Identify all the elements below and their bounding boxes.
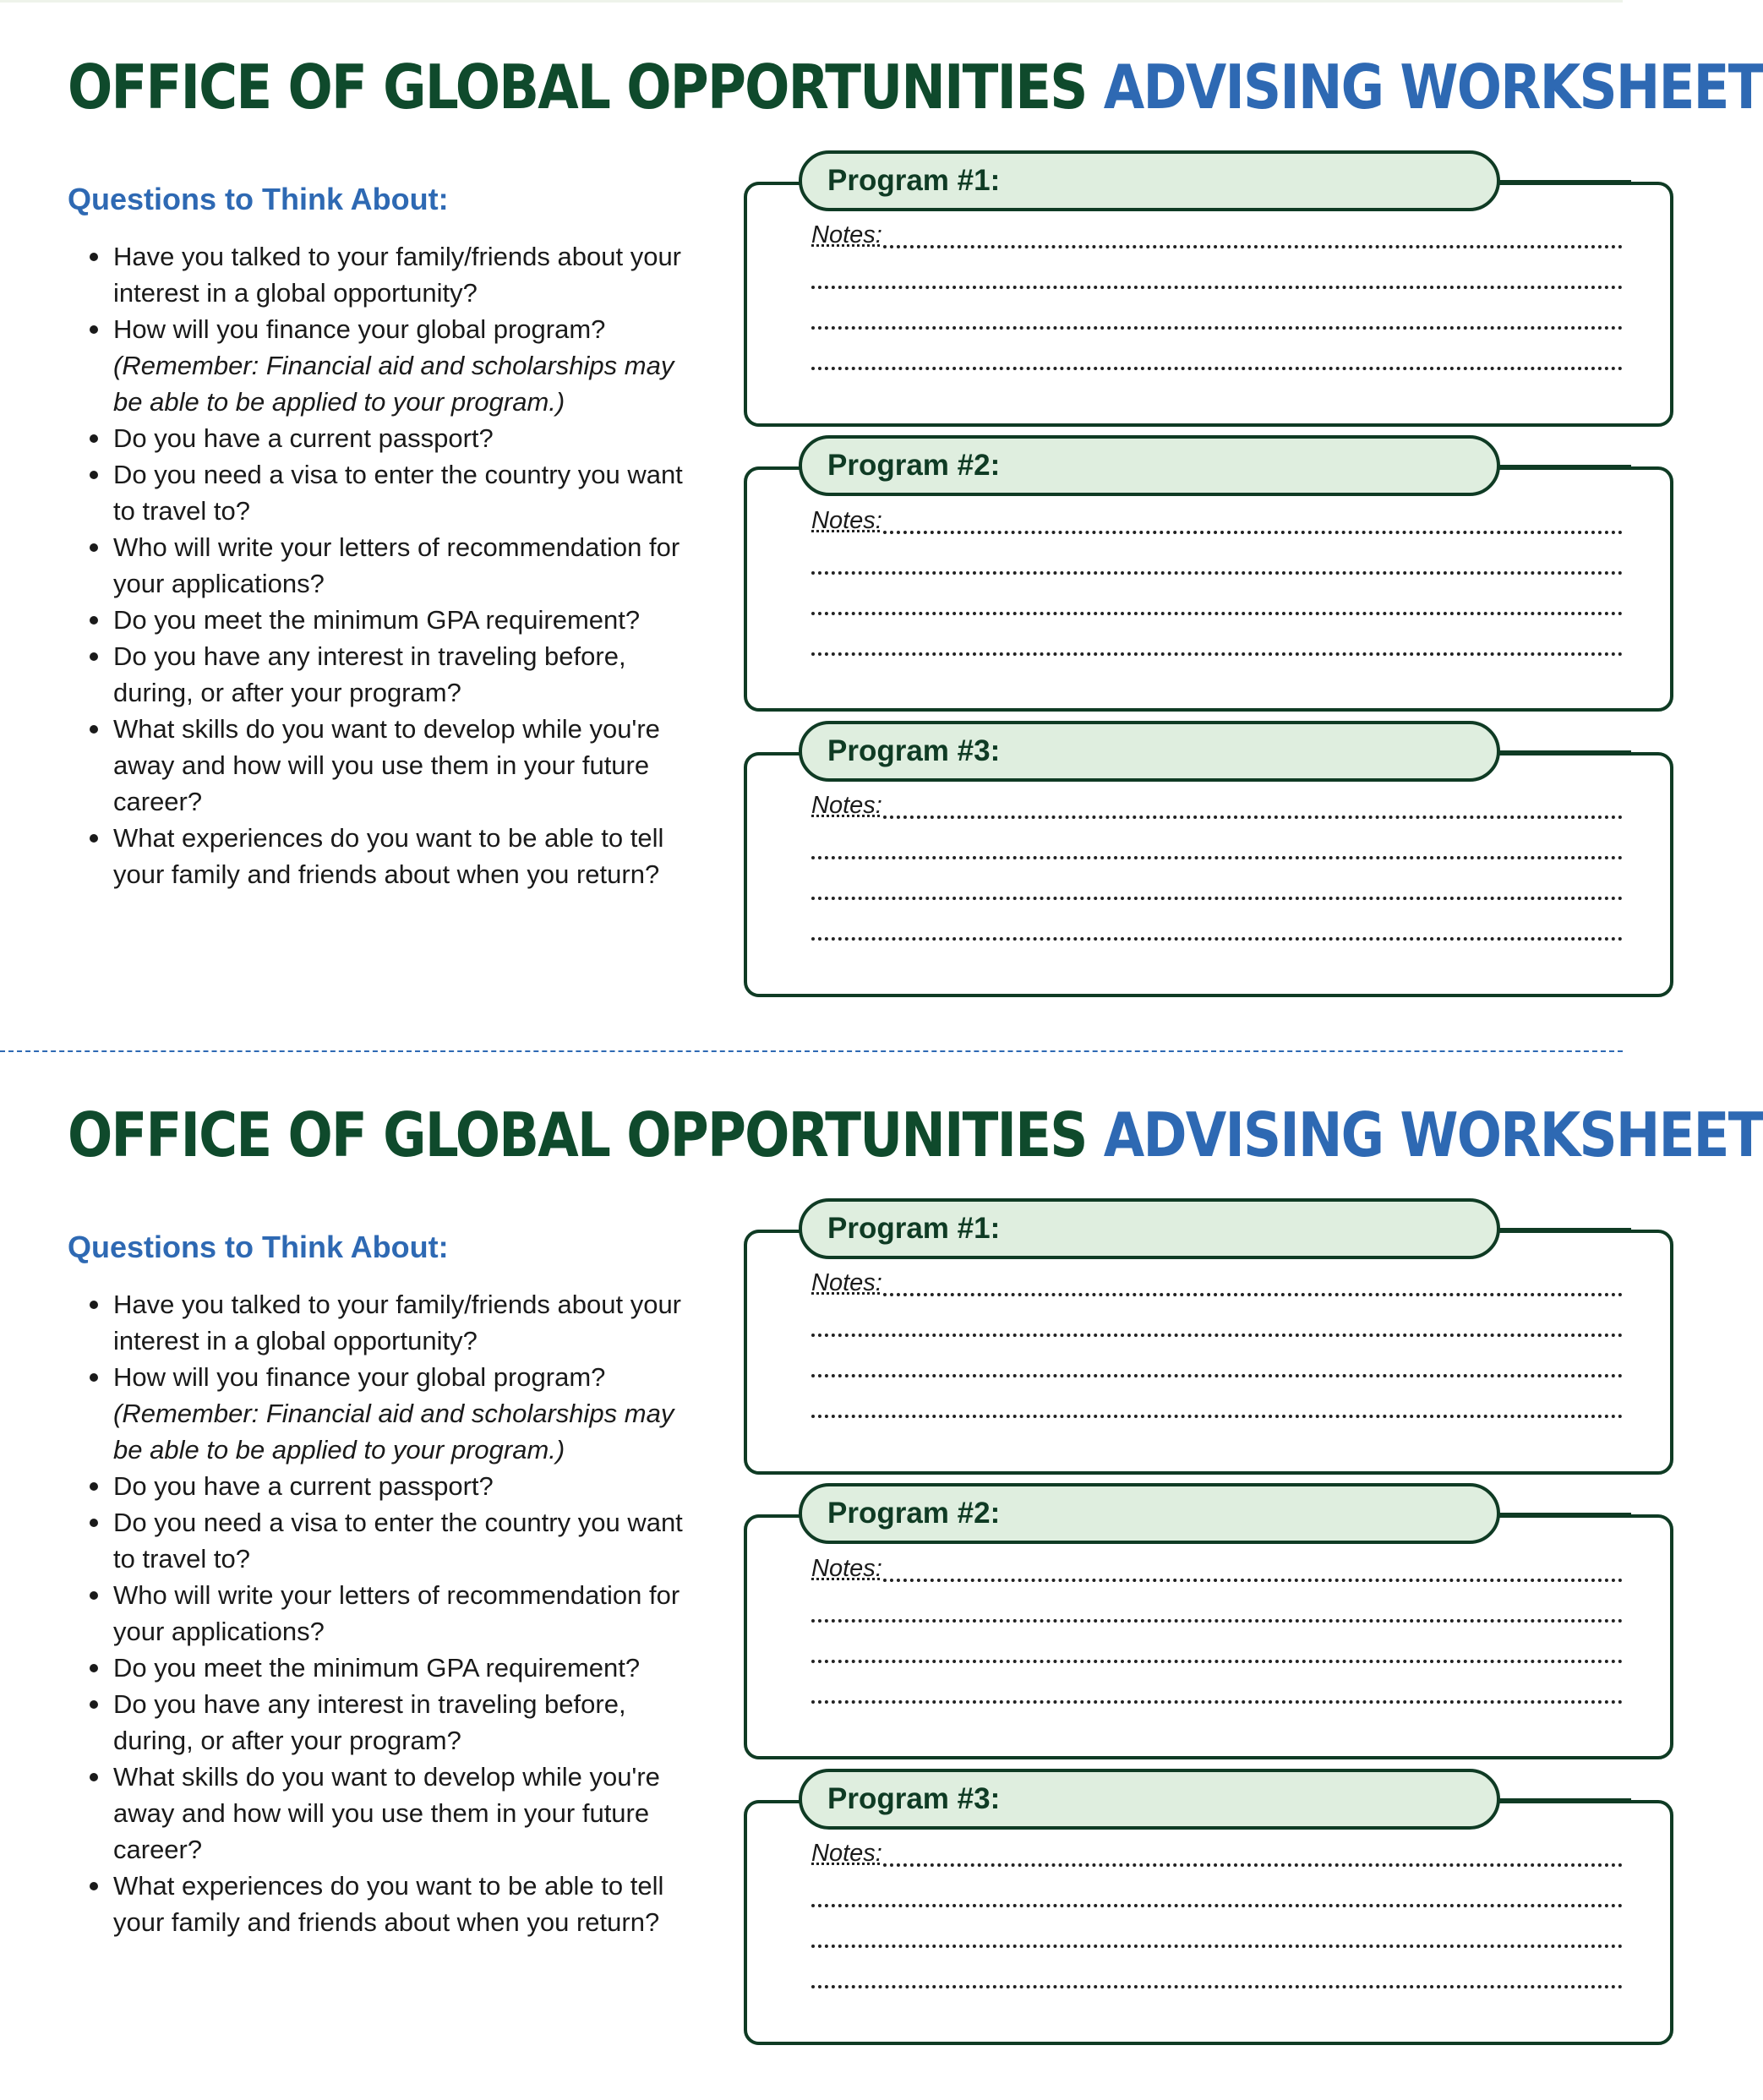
question-item: [68, 820, 693, 892]
program-3-notes-line[interactable]: [883, 815, 1623, 819]
question-text: What skills do you want to develop while you're away and how will you use them in your future career?: [113, 1762, 660, 1864]
question-item: [68, 602, 693, 638]
program-3-connector: [1496, 1798, 1631, 1802]
program-1-notes-line[interactable]: [811, 1374, 1623, 1377]
question-item: [68, 420, 693, 456]
question-note: (Remember: Financial aid and scholarships may be able to be applied to your program.): [113, 1399, 674, 1465]
question-note: (Remember: Financial aid and scholarships may be able to be applied to your program.): [113, 351, 674, 417]
program-2-notes-line[interactable]: [811, 1700, 1623, 1704]
program-3-notes-line[interactable]: [811, 1945, 1623, 1948]
program-2-notes-label: Notes:: [811, 507, 882, 534]
program-1-notes-line[interactable]: [883, 245, 1623, 248]
question-item: [68, 311, 693, 420]
question-item: [68, 1686, 693, 1759]
question-text: Have you talked to your family/friends about your interest in a global opportunity?: [113, 1290, 682, 1355]
question-text: How will you finance your global program?: [113, 314, 606, 344]
program-2-notes-line[interactable]: [883, 1579, 1623, 1582]
program-2-box: [744, 1514, 1673, 1759]
worksheet-title: [68, 1097, 1763, 1173]
program-3-notes-line[interactable]: [811, 937, 1623, 941]
program-2-label: Program #2:: [799, 435, 1500, 496]
program-1-notes-line[interactable]: [811, 1415, 1623, 1418]
question-text: Do you have any interest in traveling before, during, or after your program?: [113, 1689, 626, 1755]
program-1-label: Program #1:: [799, 1198, 1500, 1259]
program-2-notes-line[interactable]: [811, 1660, 1623, 1663]
program-2-connector: [1496, 465, 1631, 468]
worksheet-copy-1: [0, 0, 1763, 997]
title-main: OFFICE OF GLOBAL OPPORTUNITIES: [68, 1099, 1087, 1170]
question-item: [68, 1759, 693, 1868]
question-text: What skills do you want to develop while you're away and how will you use them in your future career?: [113, 714, 660, 816]
program-3-label: Program #3:: [799, 721, 1500, 782]
question-text: Do you meet the minimum GPA requirement?: [113, 1653, 641, 1683]
question-text: Who will write your letters of recommendation for your applications?: [113, 1580, 680, 1646]
title-accent: ADVISING WORKSHEET: [1103, 1099, 1763, 1170]
program-3-notes-line[interactable]: [811, 897, 1623, 900]
worksheet-title: [68, 49, 1763, 125]
program-1-box: [744, 182, 1673, 427]
question-item: [68, 238, 693, 311]
program-1-notes-label: Notes:: [811, 1269, 882, 1296]
question-item: [68, 456, 693, 529]
question-item: [68, 1504, 693, 1577]
program-3-notes-line[interactable]: [883, 1863, 1623, 1867]
title-main: OFFICE OF GLOBAL OPPORTUNITIES: [68, 52, 1087, 123]
program-1-notes-label: Notes:: [811, 221, 882, 248]
question-item: [68, 529, 693, 602]
question-text: Have you talked to your family/friends about your interest in a global opportunity?: [113, 242, 682, 308]
question-item: [68, 1650, 693, 1686]
question-text: Do you need a visa to enter the country you want to travel to?: [113, 460, 683, 526]
program-1-connector: [1496, 180, 1631, 183]
program-2-notes-line[interactable]: [811, 612, 1623, 615]
question-text: Do you need a visa to enter the country you want to travel to?: [113, 1508, 683, 1574]
questions-panel: [68, 1227, 693, 1940]
questions-heading: Questions to Think About:: [68, 182, 449, 216]
questions-heading: Questions to Think About:: [68, 1230, 449, 1264]
questions-panel: [68, 179, 693, 892]
program-2-box: [744, 466, 1673, 712]
question-text: What experiences do you want to be able to tell your family and friends about when you return?: [113, 823, 664, 889]
question-item: [68, 638, 693, 711]
question-item: [68, 1468, 693, 1504]
questions-list: [68, 1286, 693, 1940]
program-2-label: Program #2:: [799, 1483, 1500, 1544]
program-1-label: Program #1:: [799, 150, 1500, 211]
worksheet-copy-2: [0, 1048, 1763, 2045]
question-text: Do you meet the minimum GPA requirement?: [113, 605, 641, 635]
program-3-notes-label: Notes:: [811, 1840, 882, 1867]
question-text: Who will write your letters of recommendation for your applications?: [113, 532, 680, 598]
program-3-notes-line[interactable]: [811, 1904, 1623, 1907]
program-2-notes-line[interactable]: [811, 652, 1623, 656]
questions-list: [68, 238, 693, 892]
program-3-box: [744, 1800, 1673, 2045]
program-3-notes-line[interactable]: [811, 1985, 1623, 1988]
program-3-label: Program #3:: [799, 1769, 1500, 1830]
program-3-notes-label: Notes:: [811, 792, 882, 819]
program-2-notes-line[interactable]: [811, 571, 1623, 575]
question-item: [68, 1286, 693, 1359]
program-3-box: [744, 752, 1673, 997]
program-2-notes-label: Notes:: [811, 1555, 882, 1582]
title-accent: ADVISING WORKSHEET: [1103, 52, 1763, 123]
program-1-notes-line[interactable]: [883, 1293, 1623, 1296]
question-item: [68, 1868, 693, 1940]
program-2-connector: [1496, 1513, 1631, 1516]
program-2-notes-line[interactable]: [883, 531, 1623, 534]
question-text: Do you have any interest in traveling before, during, or after your program?: [113, 641, 626, 707]
question-text: What experiences do you want to be able to tell your family and friends about when you return?: [113, 1871, 664, 1937]
question-text: Do you have a current passport?: [113, 423, 494, 453]
question-text: How will you finance your global program?: [113, 1362, 606, 1392]
program-1-box: [744, 1230, 1673, 1475]
program-1-notes-line[interactable]: [811, 286, 1623, 289]
program-1-notes-line[interactable]: [811, 367, 1623, 370]
question-text: Do you have a current passport?: [113, 1471, 494, 1501]
program-2-notes-line[interactable]: [811, 1619, 1623, 1623]
program-1-notes-line[interactable]: [811, 326, 1623, 330]
program-1-notes-line[interactable]: [811, 1334, 1623, 1337]
program-3-notes-line[interactable]: [811, 856, 1623, 859]
question-item: [68, 1359, 693, 1468]
program-3-connector: [1496, 750, 1631, 754]
question-item: [68, 1577, 693, 1650]
program-1-connector: [1496, 1228, 1631, 1231]
question-item: [68, 711, 693, 820]
